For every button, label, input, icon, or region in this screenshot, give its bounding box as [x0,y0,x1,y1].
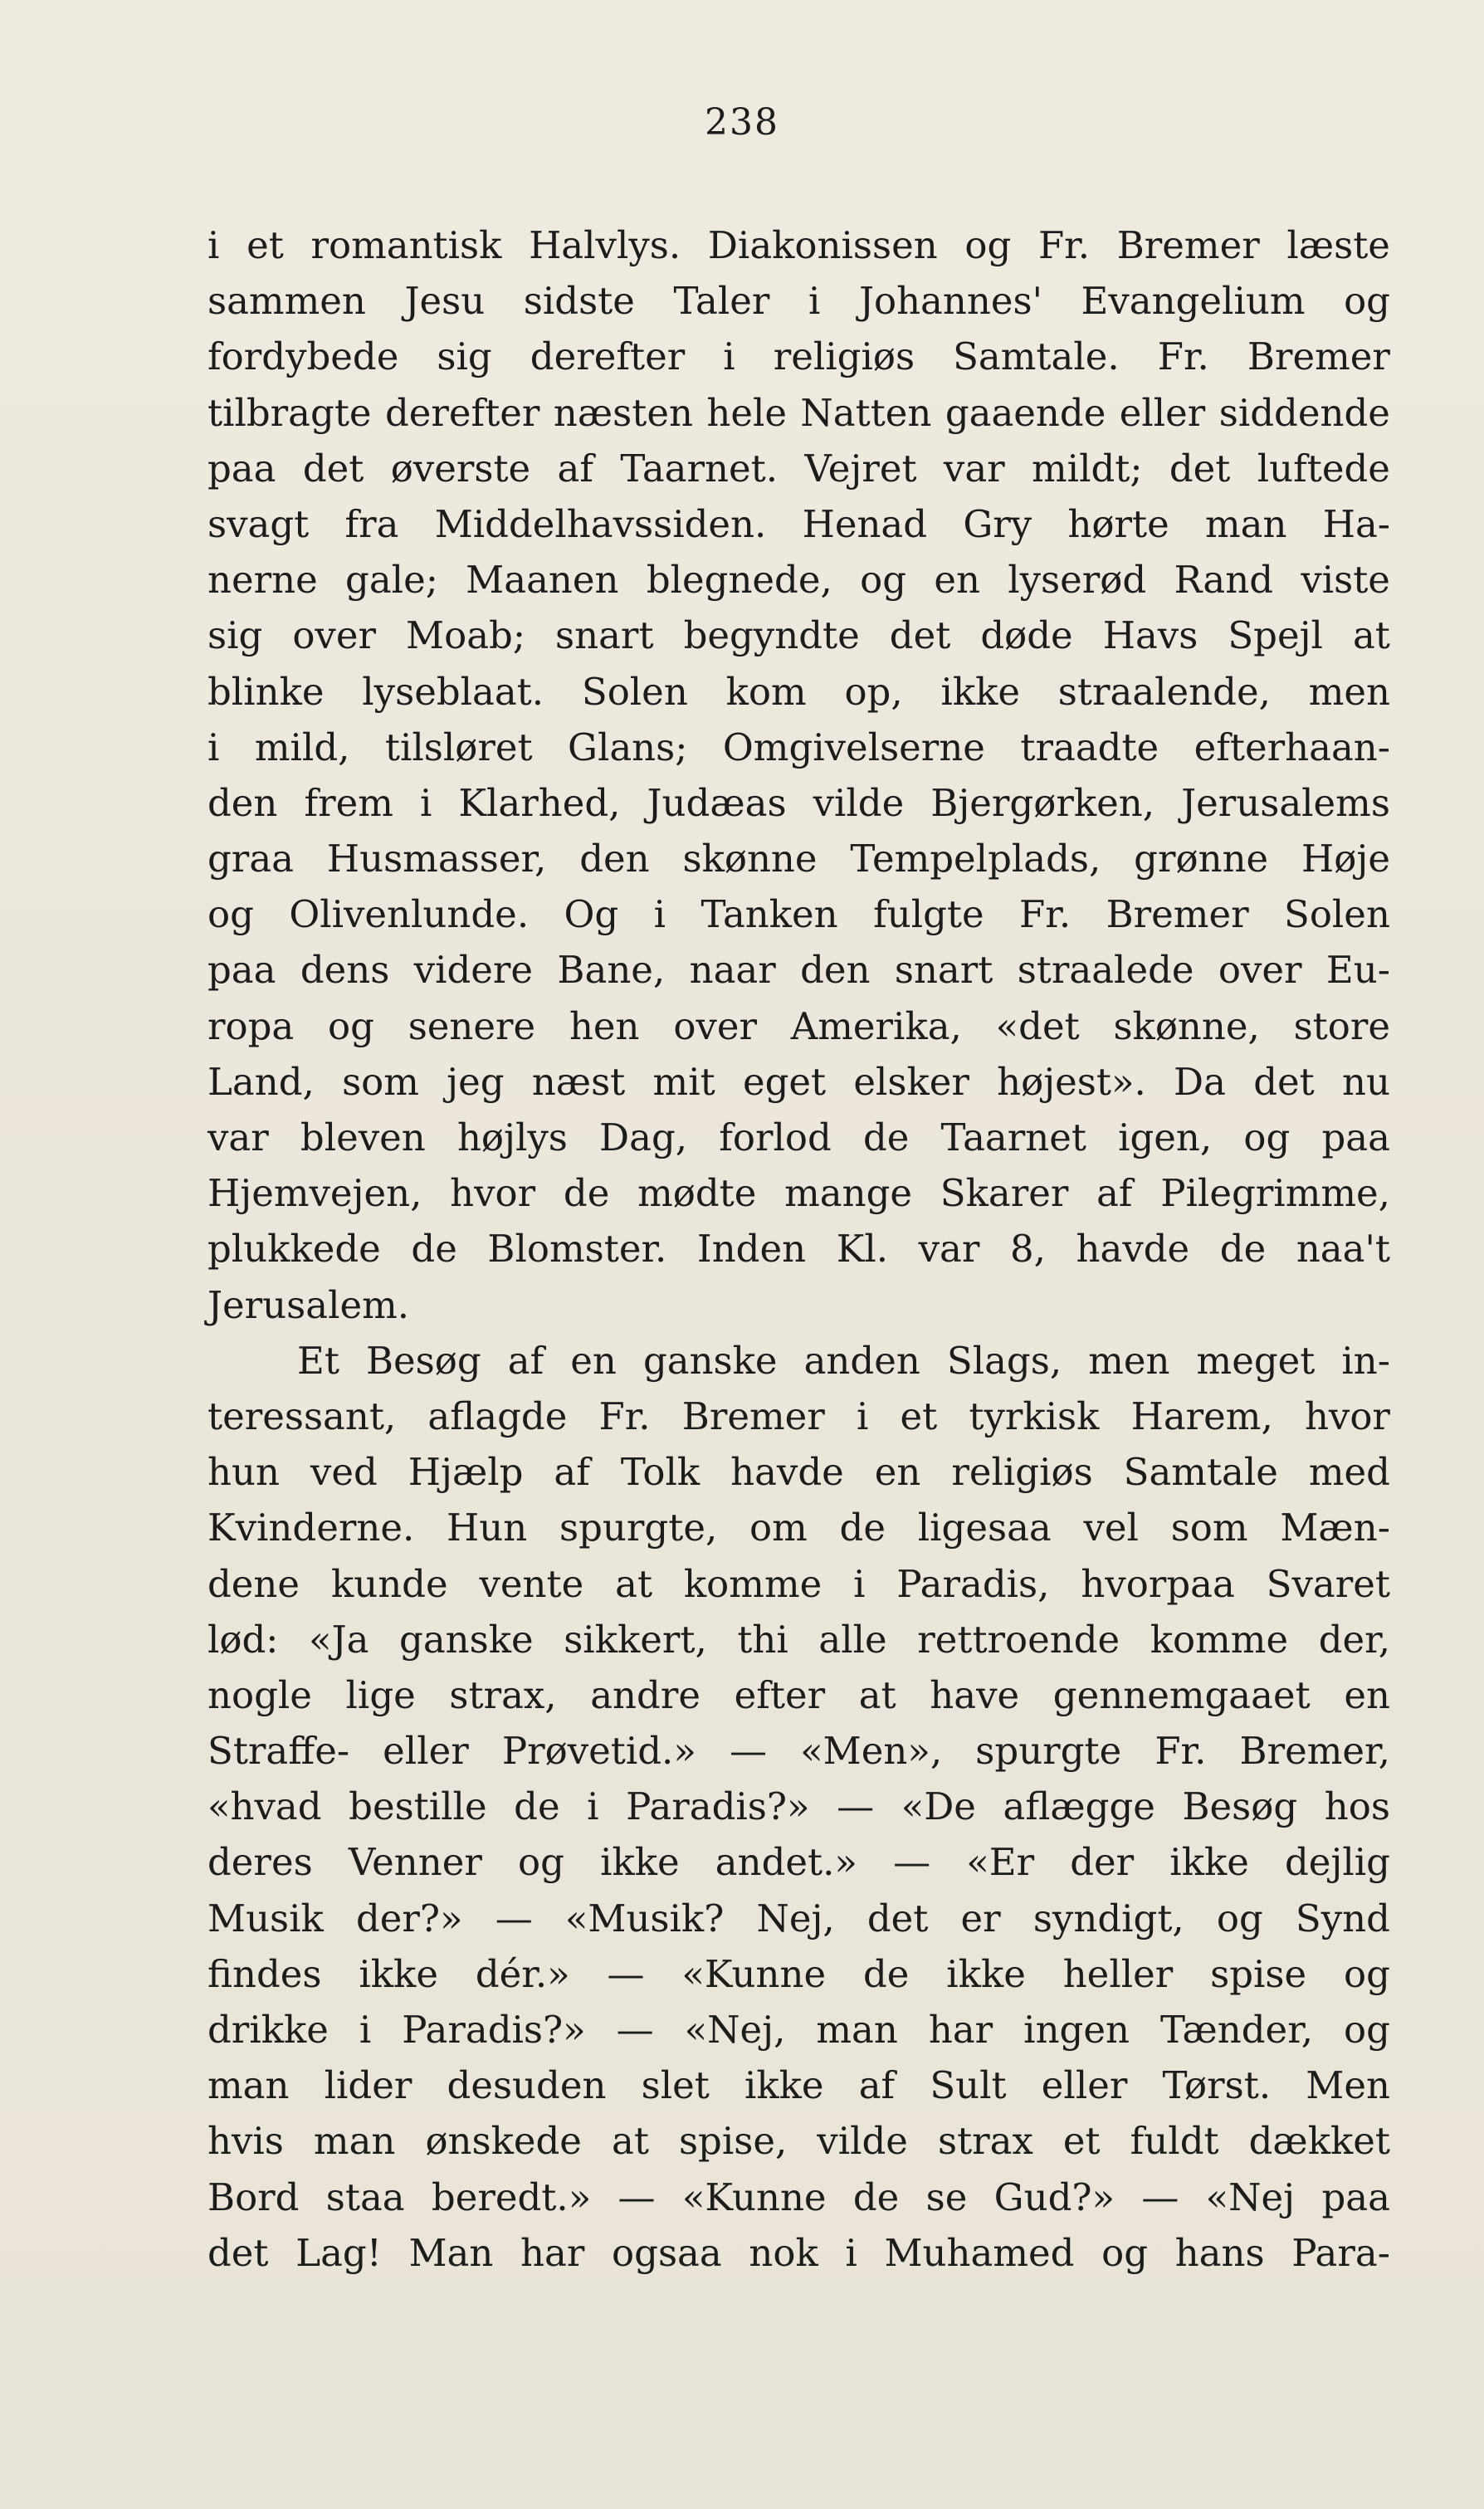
text-line: nogle lige strax, andre efter at have gennemgaaet en [207,1672,1390,1717]
text-line: drikke i Paradis?» — «Nej, man har ingen Tænder, og [207,2008,1390,2052]
text-line: det Lag! Man har ogsaa nok i Muhamed og hans Para- [207,2230,1390,2275]
text-line: nerne gale; Maanen blegnede, og en lyserød Rand viste [207,558,1390,603]
text-line: hun ved Hjælp af Tolk havde en religiøs Samtale med [207,1450,1390,1495]
text-line: teressant, aflagde Fr. Bremer i et tyrkisk Harem, hvor [207,1394,1390,1438]
text-line: findes ikke dér.» — «Kunne de ikke heller spise og [207,1951,1390,1996]
body-text [207,217,1390,2281]
text-line: svagt fra Middelhavssiden. Henad Gry hørte man Ha- [207,501,1390,546]
text-line: «hvad bestille de i Paradis?» — «De aflægge Besøg hos [207,1784,1390,1829]
text-line: Musik der?» — «Musik? Nej, det er syndigt, og Synd [207,1896,1390,1940]
text-line: paa dens videre Bane, naar den snart straalede over Eu- [207,948,1390,993]
text-line: fordybede sig derefter i religiøs Samtale. Fr. Bremer [207,334,1390,379]
text-line: Et Besøg af en ganske anden Slags, men meget in- [297,1338,1390,1383]
text-line: paa det øverste af Taarnet. Vejret var mildt; det luftede [207,446,1390,491]
text-line: sig over Moab; snart begyndte det døde Havs Spejl at [207,613,1390,658]
text-line: hvis man ønskede at spise, vilde strax et fuldt dækket [207,2119,1390,2164]
text-line: tilbragte derefter næsten hele Natten gaaende eller siddende [207,390,1390,435]
text-line: ropa og senere hen over Amerika, «det skønne, store [207,1003,1390,1048]
text-line: Land, som jeg næst mit eget elsker højest». Da det nu [207,1059,1390,1104]
text-line: graa Husmasser, den skønne Tempelplads, grønne Høje [207,837,1390,881]
text-line: Hjemvejen, hvor de mødte mange Skarer af Pilegrimme, [207,1171,1390,1216]
text-line: dene kunde vente at komme i Paradis, hvorpaa Svaret [207,1561,1390,1606]
page-number: 238 [705,101,779,144]
text-line: i mild, tilsløret Glans; Omgivelserne traadte efterhaan- [207,725,1390,769]
text-line: Straffe- eller Prøvetid.» — «Men», spurgte Fr. Bremer, [207,1729,1390,1774]
text-line: i et romantisk Halvlys. Diakonissen og Fr. Bremer læste [207,223,1390,267]
text-line: Kvinderne. Hun spurgte, om de ligesaa vel som Mæn- [207,1506,1390,1550]
text-line: blinke lyseblaat. Solen kom op, ikke straalende, men [207,669,1390,714]
text-line: lød: «Ja ganske sikkert, thi alle rettroende komme der, [207,1617,1390,1662]
text-line: den frem i Klarhed, Judæas vilde Bjergørken, Jerusalems [207,780,1390,825]
text-line: plukkede de Blomster. Inden Kl. var 8, havde de naa't [207,1227,1390,1272]
text-line: Bord staa beredt.» — «Kunne de se Gud?» — «Nej paa [207,2175,1390,2219]
text-line: Jerusalem. [207,1282,410,1327]
text-line: og Olivenlunde. Og i Tanken fulgte Fr. Bremer Solen [207,892,1390,937]
text-line: man lider desuden slet ikke af Sult eller Tørst. Men [207,2063,1390,2108]
text-line: var bleven højlys Dag, forlod de Taarnet igen, og paa [207,1115,1390,1159]
text-line: deres Venner og ikke andet.» — «Er der ikke dejlig [207,1840,1390,1885]
text-line: sammen Jesu sidste Taler i Johannes' Evangelium og [207,279,1390,324]
